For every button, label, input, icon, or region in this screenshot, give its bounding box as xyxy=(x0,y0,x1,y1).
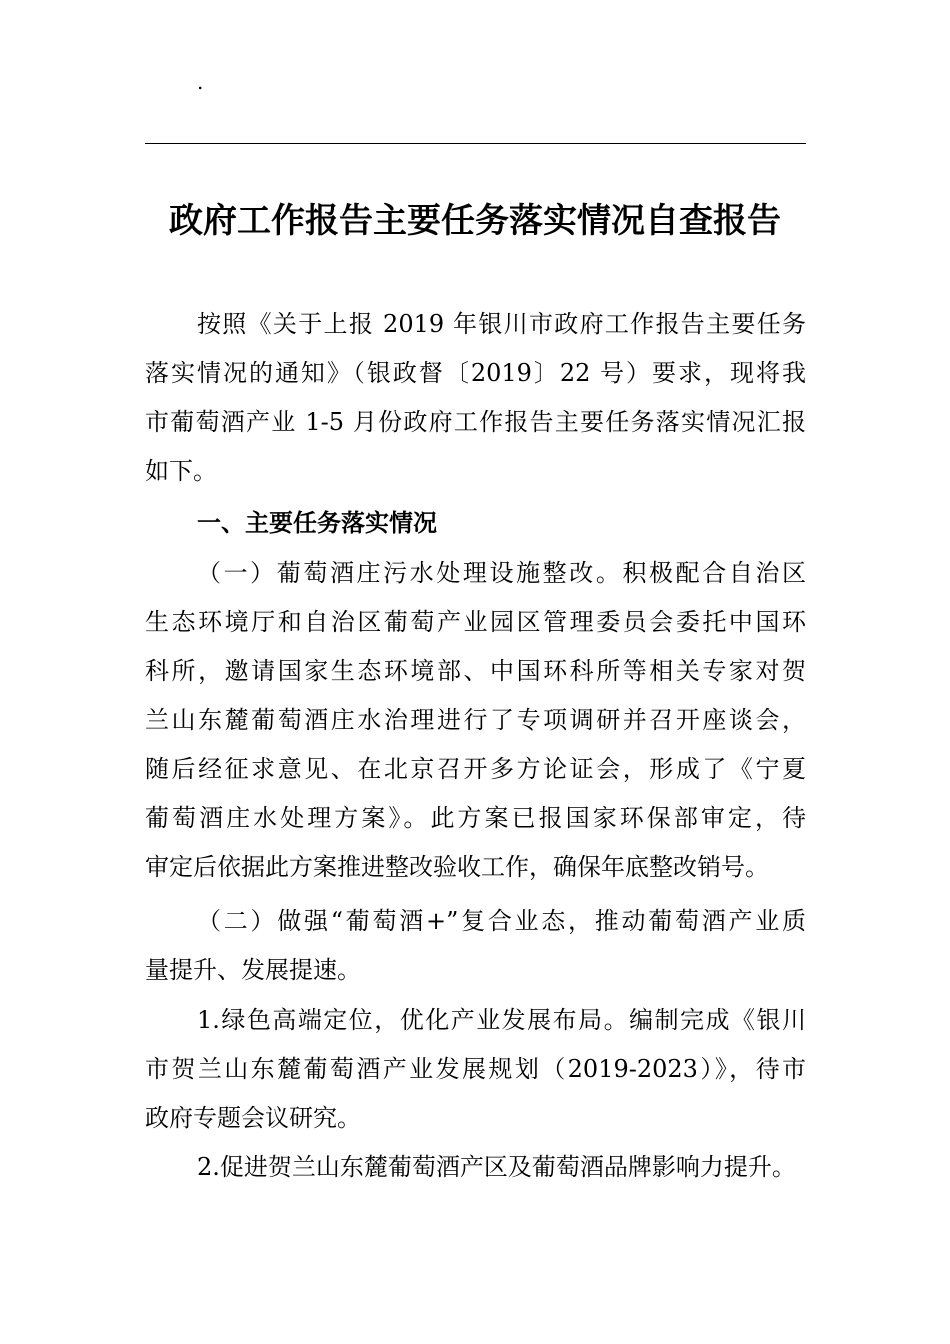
item1-paragraph xyxy=(145,549,806,892)
text-line: （二）做强“葡萄酒+”复合业态，推动葡萄酒产业质 xyxy=(197,907,806,935)
text-line: 1.绿色高端定位，优化产业发展布局。编制完成《银川 xyxy=(197,1006,806,1034)
item2-1-paragraph xyxy=(145,996,806,1143)
text-line: 政府专题会议研究。 xyxy=(145,1104,361,1132)
text-line: 按照《关于上报 2019 年银川市政府工作报告主要任务 xyxy=(197,310,806,338)
item2-2-paragraph xyxy=(145,1143,806,1192)
header-dot: . xyxy=(197,70,204,94)
text-line: 市葡萄酒产业 1-5 月份政府工作报告主要任务落实情况汇报 xyxy=(145,408,806,436)
header-rule xyxy=(145,143,806,144)
intro-paragraph xyxy=(145,300,806,496)
text-line: 随后经征求意见、在北京召开多方论证会，形成了《宁夏 xyxy=(145,755,806,783)
item2-paragraph xyxy=(145,897,806,995)
text-line: 2.促进贺兰山东麓葡萄酒产区及葡萄酒品牌影响力提升。 xyxy=(197,1153,796,1181)
text-line: 如下。 xyxy=(145,457,217,485)
text-line: 市贺兰山东麓葡萄酒产业发展规划（2019-2023）》，待市 xyxy=(145,1055,806,1083)
text-line: 量提升、发展提速。 xyxy=(145,956,361,984)
document-title: 政府工作报告主要任务落实情况自查报告 xyxy=(169,201,781,241)
text-line: 落实情况的通知》（银政督〔2019〕22 号）要求，现将我 xyxy=(145,359,806,387)
text-line: 兰山东麓葡萄酒庄水治理进行了专项调研并召开座谈会， xyxy=(145,706,806,734)
text-line: 葡萄酒庄水处理方案》。此方案已报国家环保部审定，待 xyxy=(145,804,806,832)
text-line: 审定后依据此方案推进整改验收工作，确保年底整改销号。 xyxy=(145,853,769,881)
text-line: （一）葡萄酒庄污水处理设施整改。积极配合自治区 xyxy=(197,559,806,587)
text-line: 生态环境厅和自治区葡萄产业园区管理委员会委托中国环 xyxy=(145,608,806,636)
text-line: 科所，邀请国家生态环境部、中国环科所等相关专家对贺 xyxy=(145,657,806,685)
section-heading: 一、主要任务落实情况 xyxy=(197,509,437,537)
